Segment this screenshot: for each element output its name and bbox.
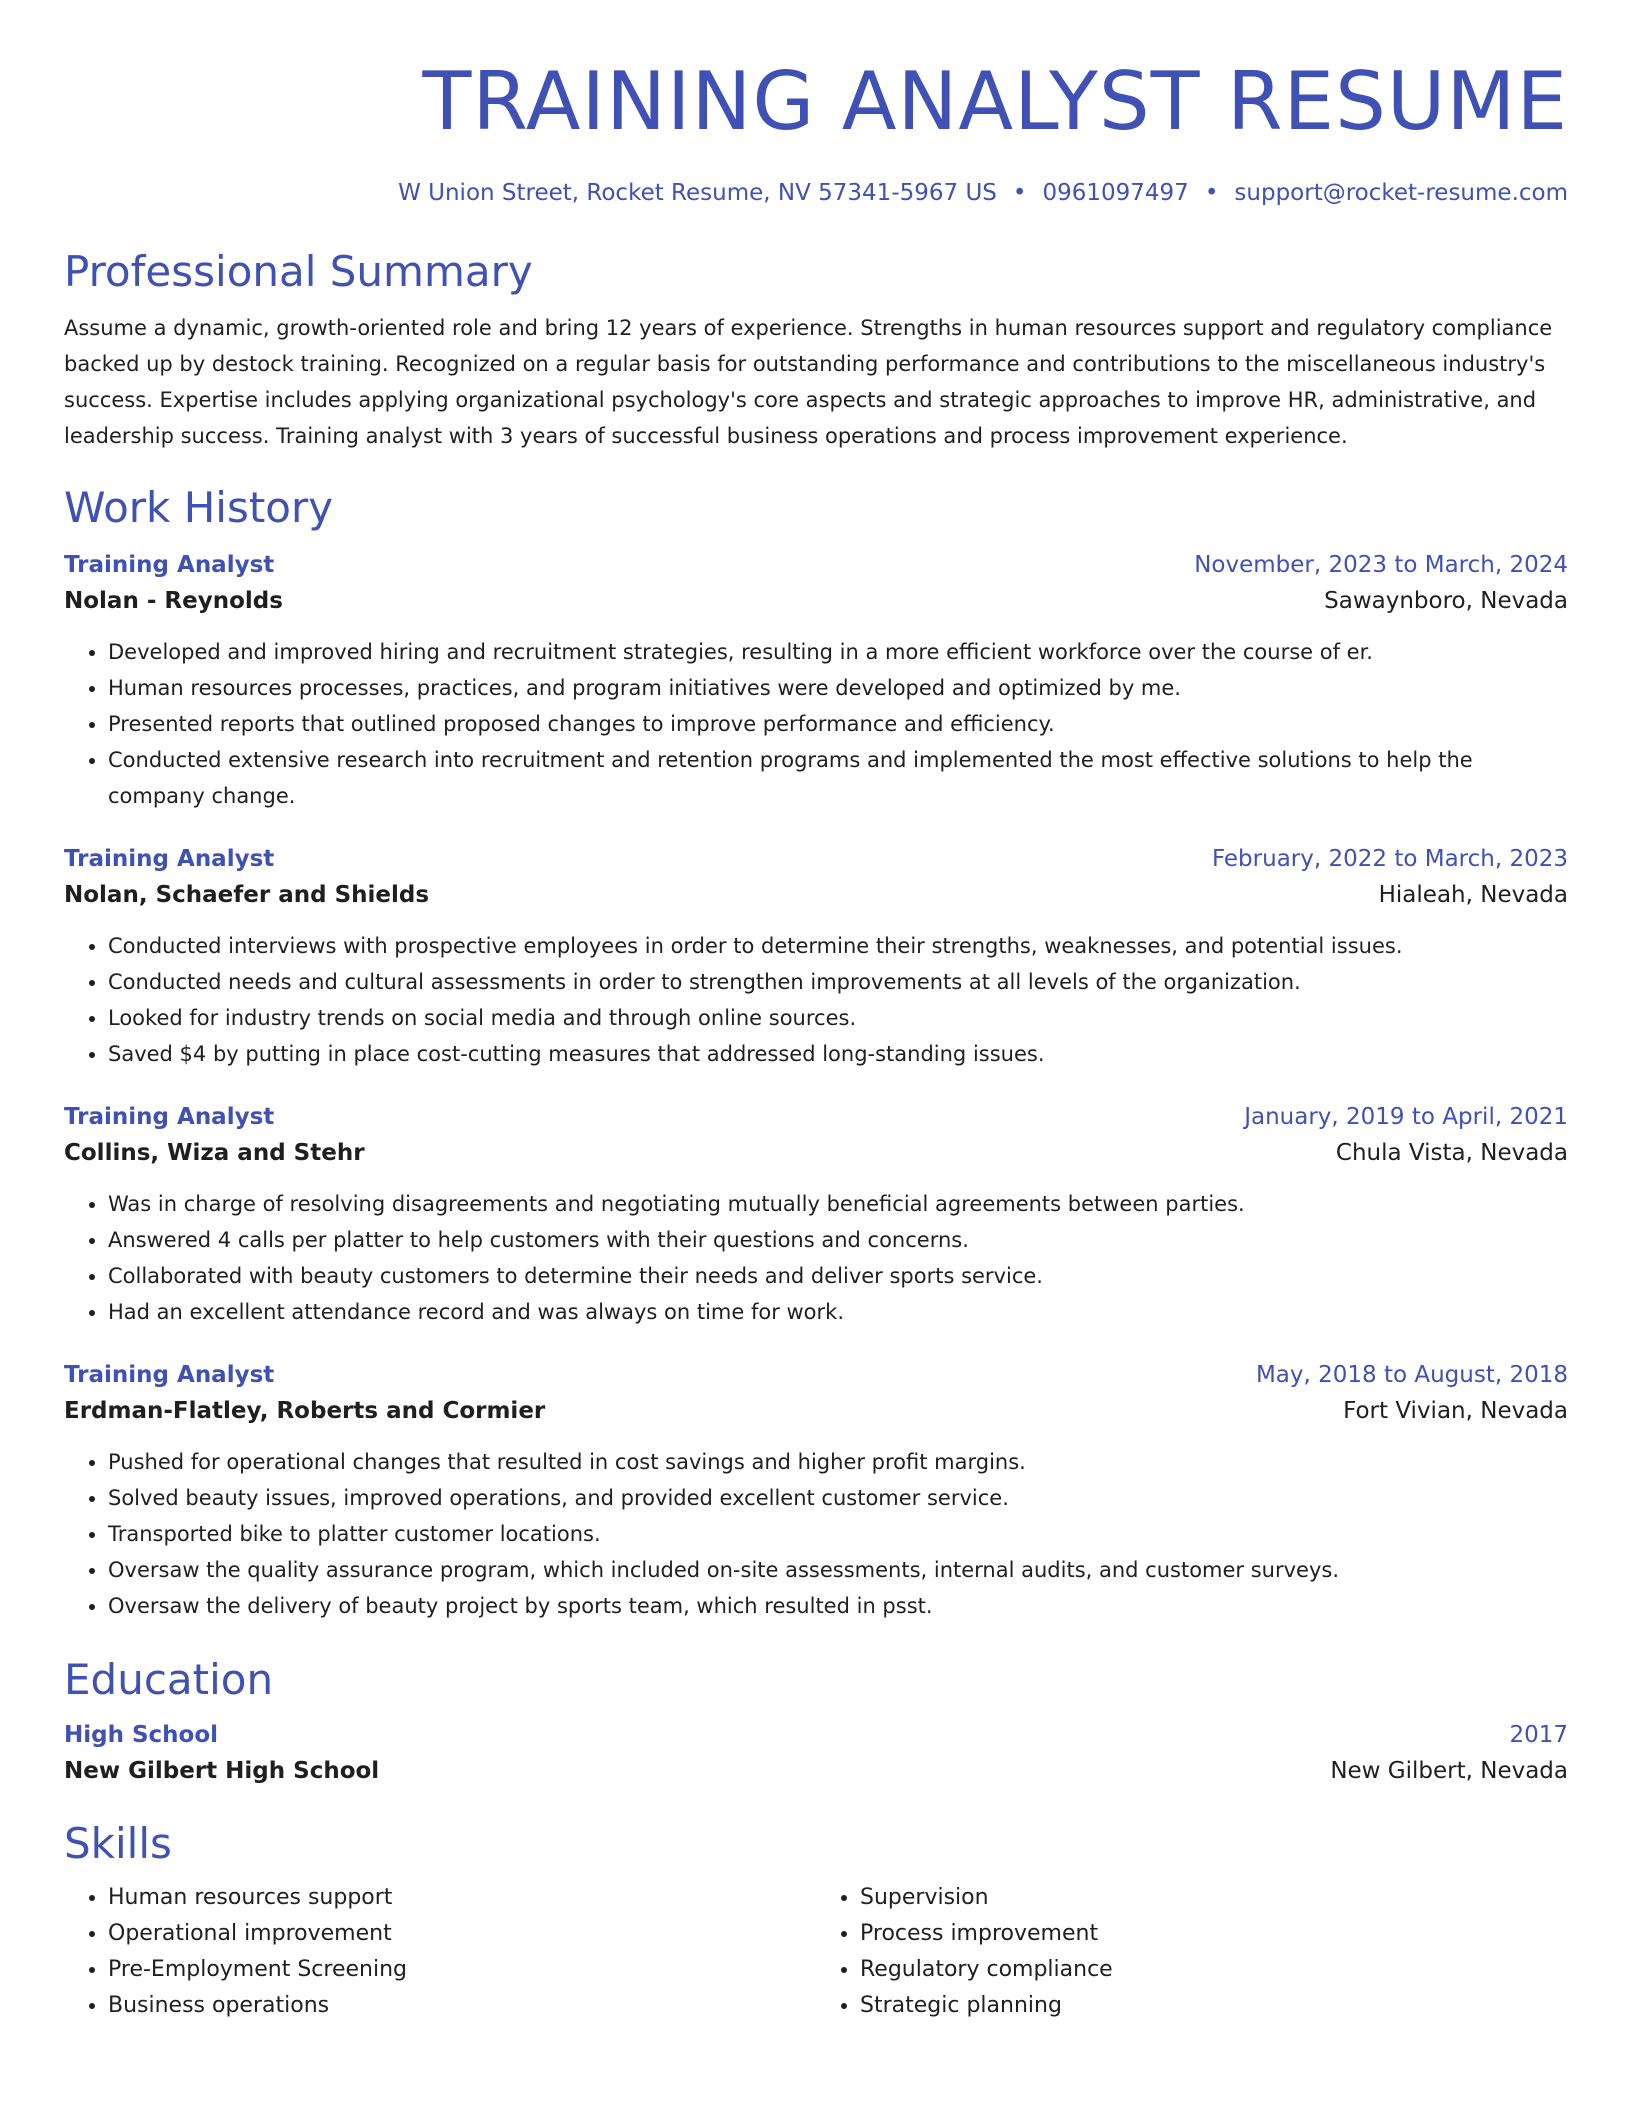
job-company-row	[64, 876, 1568, 914]
summary-text: Assume a dynamic, growth-oriented role and bring 12 years of experience. Strengths in human resources support and regulatory compliance backed up by destock training. Recognized on a regular basis for outstanding performance and contributions to the miscellaneous industry's success. Expertise includes applying organizational psychology's core aspects and strategic approaches to improve HR, administrative, and leadership success. Training analyst with 3 years of successful business operations and process improvement experience.	[64, 316, 1553, 448]
job-header-row	[64, 842, 1568, 876]
job-bullets	[64, 1444, 1568, 1624]
job-dates: May, 2018 to August, 2018	[1255, 1362, 1568, 1388]
job-header-row	[64, 548, 1568, 582]
job-role: Training Analyst	[64, 846, 275, 872]
education-location: New Gilbert, Nevada	[1330, 1758, 1568, 1784]
skill-item: • Process improvement	[860, 1916, 1568, 1952]
job-bullet: • Conducted extensive research into recruitment and retention programs and implemented the most effective solutions to help the company change.	[108, 742, 1568, 814]
education-degree: High School	[64, 1722, 219, 1748]
job-role: Training Analyst	[64, 552, 275, 578]
job-bullet: • Had an excellent attendance record and was always on time for work.	[108, 1294, 1568, 1330]
skills-list-right	[816, 1880, 1568, 2024]
job-bullet: • Oversaw the delivery of beauty project by sports team, which resulted in psst.	[108, 1588, 1568, 1624]
job-company: Erdman-Flatley, Roberts and Cormier	[64, 1398, 546, 1424]
skill-item: • Supervision	[860, 1880, 1568, 1916]
job-dates: February, 2022 to March, 2023	[1211, 846, 1568, 872]
job-bullet: • Pushed for operational changes that resulted in cost savings and higher profit margins.	[108, 1444, 1568, 1480]
job-bullet: • Looked for industry trends on social media and through online sources.	[108, 1000, 1568, 1036]
job-company: Nolan, Schaefer and Shields	[64, 882, 430, 908]
job-bullet: • Developed and improved hiring and recruitment strategies, resulting in a more efficient workforce over the course of er.	[108, 634, 1568, 670]
skills-list-left	[64, 1880, 816, 2024]
job-bullet: • Conducted interviews with prospective employees in order to determine their strengths, weaknesses, and potential issues.	[108, 928, 1568, 964]
job-bullet: • Saved $4 by putting in place cost-cutting measures that addressed long-standing issues.	[108, 1036, 1568, 1072]
job-company: Collins, Wiza and Stehr	[64, 1140, 365, 1166]
skill-item: • Human resources support	[108, 1880, 816, 1916]
education-section	[64, 1652, 1568, 1790]
job-dates: January, 2019 to April, 2021	[1244, 1104, 1568, 1130]
job-header-row	[64, 1100, 1568, 1134]
job-entry	[64, 1100, 1568, 1330]
job-location: Chula Vista, Nevada	[1335, 1140, 1568, 1166]
job-location: Sawaynboro, Nevada	[1324, 588, 1568, 614]
job-company-row	[64, 582, 1568, 620]
work-history-heading: Work History	[64, 483, 334, 532]
job-bullet: • Collaborated with beauty customers to determine their needs and deliver sports service.	[108, 1258, 1568, 1294]
job-location: Fort Vivian, Nevada	[1343, 1398, 1568, 1424]
job-role: Training Analyst	[64, 1104, 275, 1130]
job-bullet: • Transported bike to platter customer locations.	[108, 1516, 1568, 1552]
job-dates: November, 2023 to March, 2024	[1194, 552, 1568, 578]
job-entry	[64, 842, 1568, 1072]
contact-line	[64, 176, 1568, 210]
education-school-row	[64, 1752, 1568, 1790]
job-bullet: • Answered 4 calls per platter to help customers with their questions and concerns.	[108, 1222, 1568, 1258]
education-header-row	[64, 1718, 1568, 1752]
skills-heading: Skills	[64, 1819, 172, 1868]
separator-dot: •	[1012, 180, 1027, 206]
job-bullets	[64, 1186, 1568, 1330]
skills-grid	[64, 1880, 1568, 2024]
job-role: Training Analyst	[64, 1362, 275, 1388]
job-company-row	[64, 1392, 1568, 1430]
job-bullet: • Solved beauty issues, improved operations, and provided excellent customer service.	[108, 1480, 1568, 1516]
skill-item: • Strategic planning	[860, 1988, 1568, 2024]
summary-heading: Professional Summary	[64, 247, 533, 296]
resume-title: TRAINING ANALYST RESUME	[422, 55, 1568, 148]
job-header-row	[64, 1358, 1568, 1392]
job-bullet: • Presented reports that outlined proposed changes to improve performance and efficiency.	[108, 706, 1568, 742]
education-school: New Gilbert High School	[64, 1758, 380, 1784]
contact-phone: 0961097497	[1042, 180, 1189, 206]
contact-email[interactable]: support@rocket-resume.com	[1234, 180, 1568, 206]
job-bullets	[64, 928, 1568, 1072]
job-entry	[64, 548, 1568, 814]
job-bullet: • Conducted needs and cultural assessments in order to strengthen improvements at all levels of the organization.	[108, 964, 1568, 1000]
job-company-row	[64, 1134, 1568, 1172]
job-entry	[64, 1358, 1568, 1624]
skill-item: • Business operations	[108, 1988, 816, 2024]
contact-address: W Union Street, Rocket Resume, NV 57341-5967 US	[398, 180, 997, 206]
education-year: 2017	[1509, 1722, 1568, 1748]
skill-item: • Regulatory compliance	[860, 1952, 1568, 1988]
job-bullets	[64, 634, 1568, 814]
skill-item: • Pre-Employment Screening	[108, 1952, 816, 1988]
job-location: Hialeah, Nevada	[1378, 882, 1568, 908]
job-bullet: • Human resources processes, practices, and program initiatives were developed and optimized by me.	[108, 670, 1568, 706]
job-bullet: • Oversaw the quality assurance program, which included on-site assessments, internal audits, and customer surveys.	[108, 1552, 1568, 1588]
separator-dot: •	[1204, 180, 1219, 206]
summary-section	[64, 244, 1568, 454]
work-history-section	[64, 480, 1568, 1624]
job-bullet: • Was in charge of resolving disagreements and negotiating mutually beneficial agreements between parties.	[108, 1186, 1568, 1222]
skills-section	[64, 1816, 1568, 2024]
job-company: Nolan - Reynolds	[64, 588, 283, 614]
skill-item: • Operational improvement	[108, 1916, 816, 1952]
education-heading: Education	[64, 1655, 274, 1704]
